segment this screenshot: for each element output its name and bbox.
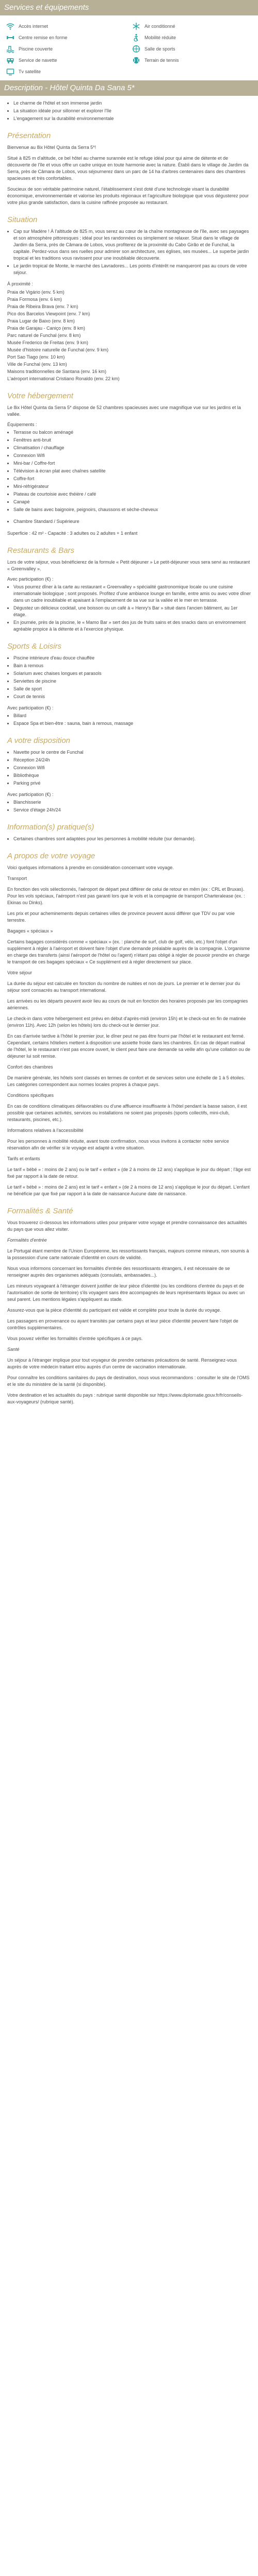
service-item	[6, 44, 126, 54]
sports-paid-item: • Espace Spa et bien-être : sauna, bain à remous, massage	[13, 720, 251, 727]
room-capacity: Superficie : 42 m² - Capacité : 3 adultes ou 2 adultes + 1 enfant	[7, 531, 138, 536]
accessibility-icon	[132, 33, 140, 42]
voyage-paragraph: Certains bagages considérés comme « spéciaux » (ex. : planche de surf, club de golf, vélo, etc.) font l'objet d'un supplément à régler à l'aéroport et doivent faire l'objet d'une demande préalable auprès de la compagnie. L'organisme en charge des transferts (ainsi l'aéroport de l'hôtel ou l'agent) n'étant pas obligé à régler de pouvoir prendre en charge le transport de ces bagages spéciaux « Ce supplément est à régler directement sur place.	[7, 939, 250, 964]
sante-text: Un séjour à l'étranger implique pour tout voyageur de prendre certaines précautions de santé. Renseignez-vous auprès de votre médecin traitant et/ou auprès d'un centre de vaccination internationale.	[7, 1358, 237, 1369]
presentation-title: Présentation	[7, 131, 51, 140]
disposition-paid-list	[13, 799, 251, 814]
situation-title: Situation	[7, 215, 38, 224]
service-label: Accès internet	[19, 24, 49, 29]
restaurant-item: • En journée, près de la piscine, le « Mamo Bar » sert des jus de fruits sains et des snacks dans un environnement agréable propice à la détente et à l'exercice physique.	[13, 619, 251, 633]
formalites-intro: Vous trouverez ci-dessous les informations utiles pour préparer votre voyage et prendre connaissance des actualités du pays que vous allez visiter.	[7, 1220, 247, 1232]
voyage-paragraph: Le tarif « bébé » : moins de 2 ans) ou le tarif « enfant » (de 2 à moins de 12 ans) s'applique le jour du départ ; l'âge est fixé par rapport à la date de retour.	[7, 1167, 251, 1179]
equipment-list	[13, 429, 251, 513]
service-label: Mobilité réduite	[144, 35, 176, 40]
disposition-paid-label: Avec participation (€) :	[7, 792, 54, 797]
voyage-paragraph: Tarifs et enfants	[7, 1156, 40, 1161]
proximity-item: Musée d'histoire naturelle de Funchal (env. 9 km)	[7, 347, 109, 352]
proximity-item: Maisons traditionnelles de Santana (env. 16 km)	[7, 369, 106, 374]
equipment-label: Équipements :	[7, 422, 37, 427]
equipment-item: • Climatisation / chauffage	[13, 445, 251, 451]
proximity-item: Pico dos Barcelos Viewpoint (env. 7 km)	[7, 311, 90, 316]
proximity-item: Port Sao Tiago (env. 10 km)	[7, 354, 65, 360]
situation-bullets	[13, 228, 251, 276]
air-conditioning-icon	[132, 22, 140, 30]
formalites-subtitle: Formalités d'entrée	[7, 1238, 47, 1243]
disposition-title: A votre disposition	[7, 736, 71, 745]
service-item	[132, 33, 252, 42]
voyage-paragraph: Bagages « spéciaux »	[7, 928, 53, 934]
sports-item: • Serviettes de piscine	[13, 678, 251, 685]
formalites-text: Assurez-vous que la pièce d'identité du participant est valide et complète pour toute la durée du voyage.	[7, 1308, 221, 1313]
service-item	[6, 56, 126, 65]
sports-list	[13, 655, 251, 700]
voyage-text	[0, 875, 258, 1197]
sports-item: • Bain à remous	[13, 663, 251, 669]
voyage-paragraph: Votre séjour	[7, 970, 33, 975]
proximity-item: Praia de Garajau - Caniço (env. 8 km)	[7, 326, 85, 331]
voyage-paragraph: Le tarif « bébé » : moins de 2 ans) est le tarif « enfant » (de 2 à moins de 12 ans) s'applique le jour du départ. L'enfant ne bénéficie par que fixé par rapport à la date de naissance Aucune date de naissance.	[7, 1184, 250, 1196]
services-header: Services et équipements	[0, 0, 258, 15]
service-item	[132, 44, 252, 54]
voyage-paragraph: Les prix et pour acheminements depuis certaines villes de province peuvent aussi différer que TDV ou par voie terrestre.	[7, 911, 235, 923]
voyage-paragraph: La durée du séjour est calculée en fonction du nombre de nuitées et non de jours. Le premier et le dernier jour du séjour sont consacrés au transport international.	[7, 981, 240, 993]
voyage-paragraph: Transport	[7, 876, 27, 881]
voyage-paragraph: En fonction des vols sélectionnés, l'aéroport de départ peut différer de celui de retour en mêm (ex : CRL et Bruxas). Pour les vols spéciaux, l'aéroport n'est pas garanti lors que le vols et la compagnie de transport Charteralease (ex. : Ekinas ou Dinks).	[7, 887, 245, 905]
services-grid	[0, 15, 258, 80]
disposition-item: • Réception 24/24h	[13, 757, 251, 764]
proximity-item: Parc naturel de Funchal (env. 8 km)	[7, 333, 81, 338]
disposition-item: • Navette pour le centre de Funchal	[13, 749, 251, 756]
service-label: Terrain de tennis	[144, 58, 179, 63]
formalites-text: Vous pouvez vérifier les formalités d'entrée spécifiques à ce pays.	[7, 1336, 143, 1341]
hebergement-title: Votre hébergement	[7, 392, 73, 400]
restaurants-bullets	[13, 584, 251, 633]
sante-text: Votre destination et les actualités du pays : rubrique santé disponible sur https://www.diplomatie.gouv.fr/fr/conseils-aux-voyageurs/ (rubrique santé).	[7, 1393, 243, 1404]
service-label: Piscine couverte	[19, 46, 53, 52]
restaurant-item: • Dégustez un délicieux cocktail, une boisson ou un café à « Henry's Bar » situé dans l'ancien bâtiment, au 1er étage.	[13, 605, 251, 618]
sports-paid-item: • Billard	[13, 713, 251, 719]
proximity-item: Praia Formosa (env. 6 km)	[7, 297, 62, 302]
disposition-paid-item: • Blanchisserie	[13, 799, 251, 806]
service-label: Centre remise en forme	[19, 35, 68, 40]
disposition-item: • Connexion Wifi	[13, 765, 251, 771]
voyage-paragraph: En cas de conditions climatiques défavorables ou d'une affluence insuffisante à l'hôtel pendant la basse saison, il est possible que certaines activités, services ou installations ne soient pas proposés (sports collectifs, mini-club, restaurants, piscines, etc.).	[7, 1104, 247, 1122]
situation-bullet: • Le jardin tropical de Monte, le marché des Lavradores... Les points d'intérêt ne manqueront pas au cours de votre séjour.	[13, 263, 251, 276]
service-item	[6, 22, 126, 31]
formalites-text: Les mineurs voyageant à l'étranger doivent justifier de leur pièce d'identité (ou les conditions d'entrée du pays et de l'autorisation de sortie de territoire) s'ils voyagent sans être accompagnés de leurs représentants légaux ou avec un seul parent. Les mentions légales s'appliquent au stade.	[7, 1283, 245, 1302]
room-type-list	[13, 518, 251, 525]
description-bullet: • Le charme de l'hôtel et son immense jardin	[13, 100, 251, 107]
voyage-title: A propos de votre voyage	[7, 852, 95, 860]
hebergement-text: Le 8ix Hôtel Quinta da Serra 5* dispose de 52 chambres spacieuses avec une magnifique vue sur les jardins et la vallée.	[7, 405, 241, 417]
info-bullets	[13, 836, 251, 842]
equipment-item: • Mini-réfrigérateur	[13, 483, 251, 490]
sports-item: • Solarium avec chaises longues et parasols	[13, 670, 251, 677]
service-label: Service de navette	[19, 58, 57, 63]
equipment-item: • Canapé	[13, 499, 251, 505]
sports-paid-label: Avec participation (€) :	[7, 705, 54, 710]
sante-text: Pour connaître les conditions sanitaires du pays de destination, nous vous recommandons : consulter le site de l'OMS et le site du ministère de la santé (si disponible).	[7, 1375, 250, 1387]
pool-icon	[6, 45, 14, 53]
proximity-item: Ville de Funchal (env. 13 km)	[7, 362, 67, 367]
room-type: • Chambre Standard / Supérieure	[13, 518, 251, 525]
sports-title: Sports & Loisirs	[7, 642, 62, 651]
description-bullet: • La situation idéale pour sillonner et explorer l'île	[13, 108, 251, 114]
description-bullets	[13, 100, 251, 122]
service-item	[132, 56, 252, 65]
info-title: Information(s) pratique(s)	[7, 823, 94, 832]
formalites-text: Le Portugal étant membre de l'Union Européenne, les ressortissants français, majeurs comme mineurs, non soumis à la possession d'une carte nationale d'identité en cours de validité.	[7, 1248, 249, 1260]
equipment-item: • Connexion Wifi	[13, 452, 251, 459]
voyage-intro: Voici quelques informations à prendre en considération concernant votre voyage.	[7, 865, 174, 870]
sports-paid-list	[13, 713, 251, 727]
description-bullet: • L'engagement sur la durabilité environnementale	[13, 115, 251, 122]
proximity-label: À proximité :	[7, 281, 34, 286]
proximity-list	[0, 289, 258, 382]
voyage-paragraph: Les arrivées ou les départs peuvent avoir lieu au cours de nuit en fonction des horaires proposés par les compagnies aériennes.	[7, 998, 248, 1010]
situation-bullet: • Cap sur Madère ! À l'altitude de 825 m, vous serez au cœur de la chaîne montagneuse de l'île, avec ses paysages et son atmosphère pittoresques ; idéal pour les randonnées ou simplement se relaxer. Situé dans le village de Jardim da Serra, près de Câmara de Lobos, vous profiterez de la proximité du Cabo Girão et de Funchal, la capitale. Perdez-vous dans ses ruelles pour admirer son architecture, ses églises, ses musées... Le superbe jardin tropical et les traditions vous ravissent pour une inoubliable découverte.	[13, 228, 251, 262]
voyage-paragraph: Confort des chambres	[7, 1064, 53, 1070]
voyage-paragraph: Informations relatives à l'accessibilité	[7, 1128, 84, 1133]
sport-room-icon	[132, 45, 140, 53]
presentation-welcome: Bienvenue au 8ix Hôtel Quinta da Serra 5*!	[7, 145, 96, 150]
shuttle-icon	[6, 56, 14, 64]
voyage-paragraph: Conditions spécifiques	[7, 1093, 54, 1098]
service-label: Air conditionné	[144, 24, 175, 29]
equipment-item: • Mini-bar / Coffre-fort	[13, 460, 251, 467]
tennis-icon	[132, 56, 140, 64]
sports-item: • Piscine intérieure d'eau douce chauffée	[13, 655, 251, 662]
disposition-item: • Parking privé	[13, 780, 251, 787]
equipment-item: • Salle de bains avec baignoire, peignoirs, chaussons et sèche-cheveux	[13, 506, 251, 513]
disposition-list	[13, 749, 251, 787]
service-item	[6, 33, 126, 42]
restaurants-text: Lors de votre séjour, vous bénéficierez de la formule « Petit déjeuner » Le petit-déjeuner vous sera servi au restaurant « Greenvalley ».	[7, 560, 250, 571]
presentation-text: Soucieux de son véritable patrimoine naturel, l'établissement s'est doté d'une technologie visant la durabilité économique, environnementale et valorise les produits régionaux et l'agriculture biologique que vous dégusterez pour votre plus grande satisfaction, dans la cuisine raffinée proposée au restaurant.	[7, 187, 249, 205]
formalites-text: Les passagers en provenance ou ayant transités par certains pays et leur pièce d'identité peuvent faire l'objet de contrôles supplémentaires.	[7, 1318, 238, 1330]
voyage-paragraph: Le check-in dans votre hébergement est prévu en début d'après-midi (environ 15h) et le check-out en fin de matinée (environ 11h). Avec 12h (selon les hôtels) lors du check-out le dernier jour.	[7, 1016, 246, 1028]
proximity-item: L'aéroport international Cristiano Ronaldo (env. 22 km)	[7, 376, 120, 381]
restaurant-item: • Vous pourrez dîner à la carte au restaurant « Greenvalley » spécialité gastronomique locale ou une cuisine internationale biologique ; sont proposés. Profitez d'une ambiance lounge en famille, entre amis ou avec votre dîner dans un cadre inoubliable et apaisant à l'emplacement de sa vue sur la vallée et le mer en terrasse.	[13, 584, 251, 604]
equipment-item: • Fenêtres anti-bruit	[13, 437, 251, 444]
service-label: Salle de sports	[144, 46, 175, 52]
equipment-item: • Terrasse ou balcon aménagé	[13, 429, 251, 436]
formalites-text: Nous vous informons concernant les formalités d'entrée des ressortissants étrangers, il est nécessaire de se renseigner auprès des organismes adéquats (consulats, ambassades...).	[7, 1266, 230, 1278]
service-label: Tv satellite	[19, 69, 41, 74]
voyage-paragraph: De manière générale, les hôtels sont classés en termes de confort et de services selon une échelle de 1 à 5 étoiles. Les catégories correspondent aux normes locales propres à chaque pays.	[7, 1075, 245, 1087]
tv-icon	[6, 67, 14, 76]
disposition-paid-item: • Service d'étage 24h/24	[13, 807, 251, 814]
wifi-icon	[6, 22, 14, 30]
fitness-icon	[6, 33, 14, 42]
voyage-paragraph: En cas d'arrivée tardive à l'hôtel le premier jour, le dîner peut ne pas être fourni par l'hôtel et le restaurant est fermé. Cependant, certains hôteliers mettent à disposition une assiette froide dans les chambres. En cas de départ matinal de l'hôtel, le le restaurant n'est pas encore ouvert, le client peut faire une demande sa veille afin qu'une collation ou de déjeuner lui soit remise.	[7, 1033, 250, 1059]
sports-item: • Salle de sport	[13, 686, 251, 692]
equipment-item: • Coffre-fort	[13, 476, 251, 482]
equipment-item: • Plateau de courtoisie avec théière / café	[13, 491, 251, 498]
info-bullet: • Certaines chambres sont adaptées pour les personnes à mobilité réduite (sur demande).	[13, 836, 251, 842]
proximity-item: Praia Lugar de Baixo (env. 8 km)	[7, 318, 75, 324]
service-item	[6, 67, 126, 76]
restaurants-title: Restaurants & Bars	[7, 546, 75, 555]
proximity-item: Musée Frederico de Freitas (env. 9 km)	[7, 340, 88, 345]
restaurants-paid-label: Avec participation (€) :	[7, 577, 54, 582]
presentation-text: Situé à 825 m d'altitude, ce bel hôtel au charme surannée est le refuge idéal pour qui aime de détente et de découverte de l'île et vous offre un cadre unique en toute harmonie avec la nature. Établi dans le village de Jardim da Serra, près de Câmara de Lobos, vous séjournerez dans un parc de 14 ha d'arbres centenaires dans des chambres spacieuses et très confortables.	[7, 156, 249, 181]
voyage-paragraph: Pour les personnes à mobilité réduite, avant toute confirmation, nous vous invitons à contacter notre service réservation afin de vérifier si le voyage est adapté à votre situation.	[7, 1139, 229, 1150]
formalites-title: Formalités & Santé	[7, 1207, 73, 1215]
disposition-item: • Bibliothèque	[13, 772, 251, 779]
proximity-item: Praia de Ribeira Brava (env. 7 km)	[7, 304, 78, 309]
description-header: Description - Hôtel Quinta Da Sana 5*	[0, 80, 258, 96]
equipment-item: • Télévision à écran plat avec chaînes satellite	[13, 468, 251, 474]
sports-item: • Court de tennis	[13, 693, 251, 700]
proximity-item: Praia de Vigário (env. 5 km)	[7, 290, 64, 295]
service-item	[132, 22, 252, 31]
sante-subtitle: Santé	[7, 1347, 20, 1352]
